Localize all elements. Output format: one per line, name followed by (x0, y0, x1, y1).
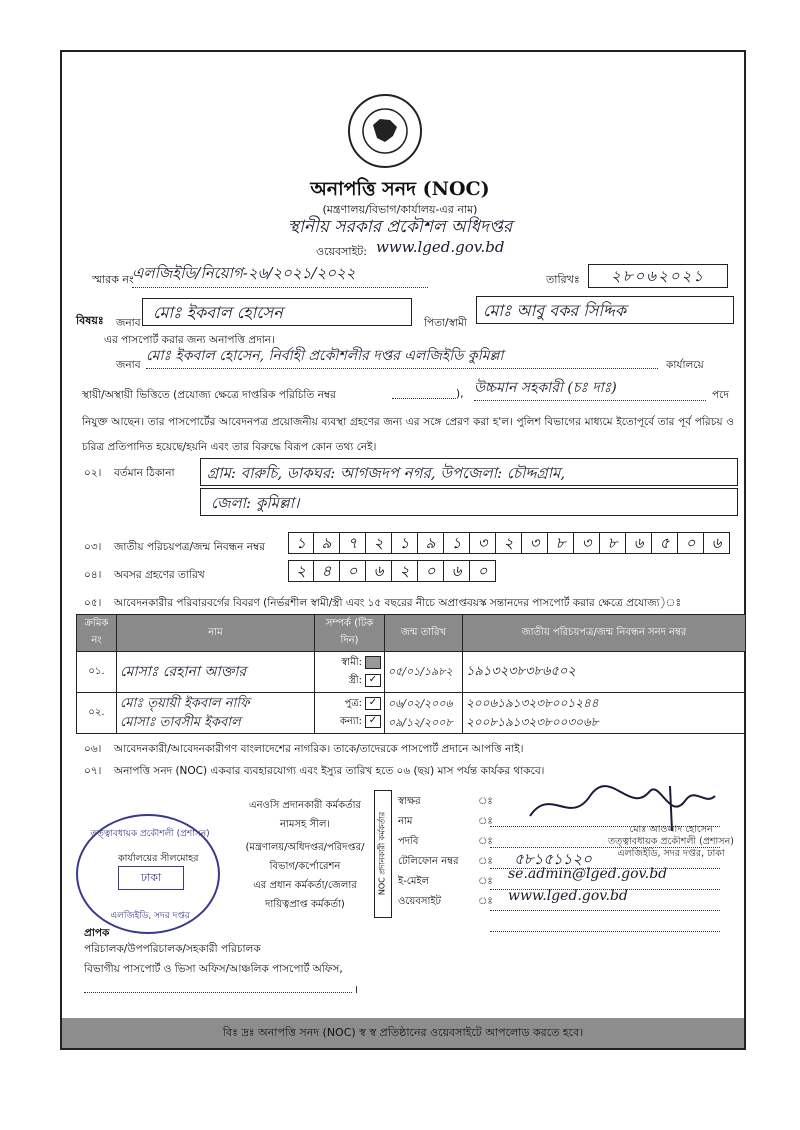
father-name: মোঃ আবু বকর সিদ্দিক (476, 296, 734, 324)
digit-box: ৬ (626, 532, 652, 554)
checkbox-son-checked: ✓ (365, 697, 381, 710)
item-number: ০৫। (84, 597, 102, 609)
member-dob: ০৬/০২/২০০৬ (388, 697, 453, 710)
footer-note-bar (62, 1018, 744, 1048)
table-row (77, 652, 746, 693)
issuer-field-labels (398, 792, 459, 912)
subject-mr-label: জনাব (116, 317, 141, 329)
noc-vertical-box (374, 790, 392, 918)
issue-date: ২৮০৬২০২১ (588, 264, 728, 288)
member-dob: ০৫/০১/১৯৮২ (385, 652, 463, 693)
signature-label: স্বাক্ষর (398, 796, 421, 807)
website-field-label: ওয়েবসাইট (398, 896, 441, 907)
member-names-cell (117, 693, 315, 734)
field-colons: ঃ ঃ ঃ ঃ ঃ ঃ (478, 796, 493, 907)
subject-label: বিষয়ঃ (76, 314, 104, 327)
body-paragraph: নিযুক্ত আছেন। তার পাসপোর্টের আবেদনপত্র প্রয়োজনীয় ব্যবস্থা গ্রহণের জন্য এর সঙ্গে প্রেরণ করা হ'ল। পুলিশ বিভাগের মাধ্যমে ইতোপূর্বে তার পূর্ব পরিচয় ও চরিত্র প্রতিপাদিত হয়েছে/হয়নি এবং তার বিরুদ্ধে বিরূপ কোন তথ্য নেই। (82, 416, 734, 453)
officer-designation: তত্ত্বাবধায়ক প্রকৌশলী (প্রশাসন) (608, 836, 734, 847)
serial: ০১. (77, 652, 117, 693)
relation-wife-label: স্ত্রী: (348, 675, 362, 686)
body-name-office: মোঃ ইকবাল হোসেন, নির্বাহী প্রকৌশলীর দপ্তর এলজিইডি কুমিল্লা (146, 344, 658, 369)
family-label: আবেদনকারীর পরিবারবর্গের বিবরণ (নির্ভরশীল স্বামী/স্ত্রী এবং ১৫ বছরের নীচে অপ্রাপ্তবয়স্ক সন্তানদের পাসপোর্ট করার ক্ষেত্রে প্রযোজ্য)ঃ (114, 597, 682, 609)
nid-number-boxes (288, 532, 730, 554)
item-number: ০৩। (84, 541, 102, 553)
nid-label: জাতীয় পরিচয়পত্র/জন্ম নিবন্ধন নম্বর (114, 541, 265, 553)
digit-box: ০ (470, 560, 496, 582)
digit-box: ০ (340, 560, 366, 582)
recipient-blank-line (84, 992, 352, 993)
body-mr-label: জনাব (116, 359, 141, 371)
item-number: ০৬। (84, 743, 102, 755)
digit-box: ৬ (444, 560, 470, 582)
member-name: মোঃ তৃয়ায়ী ইকবাল নাফি (120, 696, 250, 711)
member-id-cell (463, 693, 746, 734)
digit-box: ৮ (548, 532, 574, 554)
address-line-2: জেলা: কুমিল্লা। (200, 488, 738, 516)
digit-box: ২ (392, 560, 418, 582)
issuer-line: বিভাগ/কর্পোরেশন (269, 861, 341, 872)
official-id-label: স্থায়ী/অস্থায়ী ভিত্তিতে (প্রযোজ্য ক্ষেত্রে দাপ্তরিক পরিচিতি নম্বর (82, 389, 336, 401)
officer-org: এলজিইডি, সদর দপ্তর, ঢাকা (617, 848, 725, 859)
member-name: মোসাঃ তাবসীম ইকবাল (120, 715, 241, 730)
memo-label: স্মারক নং (92, 273, 134, 286)
digit-box: ৭ (340, 532, 366, 554)
retirement-date-boxes (288, 560, 496, 582)
office-seal-label: কার্যালয়ের সীলমোহর (118, 853, 199, 864)
web-value: www.lged.gov.bd (508, 888, 628, 904)
subject-tail: এর পাসপোর্ট করার জন্য অনাপত্তি প্রদান। (104, 334, 275, 346)
email-label: ই-মেইল (398, 876, 430, 887)
officer-name: মোঃ আওলাদ হোসেন (629, 824, 713, 835)
member-id: ১৯১৩২৩৮৩৮৬৫০২ (463, 652, 746, 693)
digit-box: ১ (392, 532, 418, 554)
digit-box: ০ (678, 532, 704, 554)
relation-husband-label: স্বামী: (341, 657, 362, 668)
digit-box: ৩ (470, 532, 496, 554)
round-seal-top-text: তত্ত্বাবধায়ক প্রকৌশলী (প্রশাসন) (90, 829, 210, 839)
checkbox-wife-checked: ✓ (365, 674, 381, 687)
website-value: www.lged.gov.bd (376, 238, 505, 256)
issuer-line: এনওসি প্রদানকারী কর্মকর্তার (248, 800, 362, 811)
office-round-seal (76, 814, 220, 934)
serial: ০২. (77, 693, 117, 734)
phone-value: ৫৮১৫১১২০ (514, 850, 592, 868)
digit-box: ০ (418, 560, 444, 582)
address-line-1: গ্রাম: বারুচি, ডাকঘর: আগজদপ নগর, উপজেলা: চৌদ্দগ্রাম, (200, 458, 738, 486)
office-suffix: কার্যালয়ে (666, 359, 704, 371)
name-label: নাম (398, 816, 413, 827)
digit-box: ২ (496, 532, 522, 554)
designation-label: পদবি (398, 836, 419, 847)
officer-stamp (596, 824, 746, 860)
issuer-description (240, 796, 370, 914)
relation-daughter-label: কন্যা: (339, 716, 362, 727)
office-name: স্থানীয় সরকার প্রকৌশল অধিদপ্তর (287, 217, 513, 237)
issuer-line: (মন্ত্রণালয়/অধিদপ্তর/পরিদপ্তর/ (245, 842, 365, 853)
memo-number: এলজিইডি/নিয়োগ-২৬/২০২১/২০২২ (132, 262, 428, 288)
phone-label: টেলিফোন নম্বর (398, 856, 459, 867)
applicant-name: মোঃ ইকবাল হোসেন (142, 298, 412, 326)
recipient-end-mark: । (354, 983, 359, 996)
header-serial: ক্রমিক নং (77, 615, 117, 652)
header-dob: জন্ম তারিখ (385, 615, 463, 652)
validity-statement: অনাপত্তি সনদ (NOC) একবার ব্যবহারযোগ্য এবং ইস্যুর তারিখ হতে ০৬ (ছয়) মাস পর্যন্ত কার্যকর থাকবে। (114, 765, 545, 777)
government-emblem-icon (346, 92, 424, 170)
header-id: জাতীয় পরিচয়পত্র/জন্ম নিবন্ধন সনদ নম্বর (463, 615, 746, 652)
recipient-line-2: বিভাগীয় পাসপোর্ট ও ভিসা অফিস/আঞ্চলিক পাসপোর্ট অফিস, (84, 963, 343, 975)
recipient-line-1: পরিচালক/উপপরিচালক/সহকারী পরিচালক (84, 943, 261, 955)
noc-vertical-label: NOC প্রদানকারী কর্মকর্তার (377, 811, 387, 896)
family-table (76, 614, 746, 734)
digit-box: ৬ (704, 532, 730, 554)
footer-note: বিঃ দ্রঃ অনাপত্তি সনদ (NOC) স্ব স্ব প্রতিষ্ঠানের ওয়েবসাইটে আপলোড করতে হবে। (222, 1025, 584, 1039)
item-number: ০৪। (84, 569, 102, 581)
member-id: ২০০৬১৯১৩২৩৮০০১২৪৪ (466, 696, 599, 710)
recipient-label: প্রাপক (84, 927, 110, 939)
issuer-line: এর প্রধান কর্মকর্তা/জেলার (253, 880, 357, 891)
digit-box: ৫ (652, 532, 678, 554)
digit-box: ৮ (600, 532, 626, 554)
email-value: se.admin@lged.gov.bd (508, 866, 668, 882)
date-label: তারিখঃ (546, 273, 580, 286)
digit-box: ২ (366, 532, 392, 554)
digit-box: ৬ (366, 560, 392, 582)
table-row (77, 693, 746, 734)
relation-son-label: পুত্র: (344, 698, 362, 709)
document-subtitle: (মন্ত্রণালয়/বিভাগ/কার্যালয়-এর নাম) (322, 203, 478, 216)
member-dob: ০৯/১২/২০০৮ (388, 716, 453, 729)
issuer-line: দায়িত্বপ্রাপ্ত কর্মকর্তা) (265, 899, 345, 910)
issuer-line: নামসহ সীল। (280, 819, 330, 830)
document-title: অনাপত্তি সনদ (NOC) (310, 178, 490, 200)
member-id: ২০০৮১৯১৩২৩৮০০৩০৬৮ (466, 715, 599, 729)
website-label: ওয়েবসাইট: (316, 245, 367, 258)
citizenship-statement: আবেদনকারী/আবেদনকারীগণ বাংলাদেশের নাগরিক। তাকে/তাদেরকে পাসপোর্ট প্রদানে আপত্তি নাই। (114, 743, 524, 755)
member-name: মোসাঃ রেহানা আক্তার (117, 652, 315, 693)
item-number: ০৭। (84, 765, 102, 777)
digit-box: ৩ (522, 532, 548, 554)
digit-box: ১ (288, 532, 314, 554)
checkbox-husband (365, 656, 381, 669)
relation-cell (315, 693, 385, 734)
member-dob-cell (385, 693, 463, 734)
official-id-blank (392, 398, 456, 399)
item-number: ০২। (84, 467, 102, 479)
digit-box: ৩ (574, 532, 600, 554)
digit-box: ২ (288, 560, 314, 582)
round-seal-center: ঢাকা (118, 866, 184, 890)
digit-box: ৯ (418, 532, 444, 554)
relation-cell (315, 652, 385, 693)
post-label: পদে (712, 389, 729, 401)
address-label: বর্তমান ঠিকানা (114, 467, 175, 479)
digit-box: ৯ (314, 532, 340, 554)
official-id-paren: ), (456, 388, 464, 400)
checkbox-daughter-checked: ✓ (365, 715, 381, 728)
header-name: নাম (117, 615, 315, 652)
retirement-date-label: অবসর গ্রহণের তারিখ (114, 569, 205, 581)
father-label: পিতা/স্বামী (424, 317, 467, 329)
round-seal-bottom-text: এলজিইডি, সদর দপ্তর (110, 911, 190, 921)
digit-box: ১ (444, 532, 470, 554)
header-relation: সম্পর্ক (টিক দিন) (315, 615, 385, 652)
digit-box: ৪ (314, 560, 340, 582)
designation: উচ্চমান সহকারী (চঃ দাঃ) (474, 376, 706, 401)
